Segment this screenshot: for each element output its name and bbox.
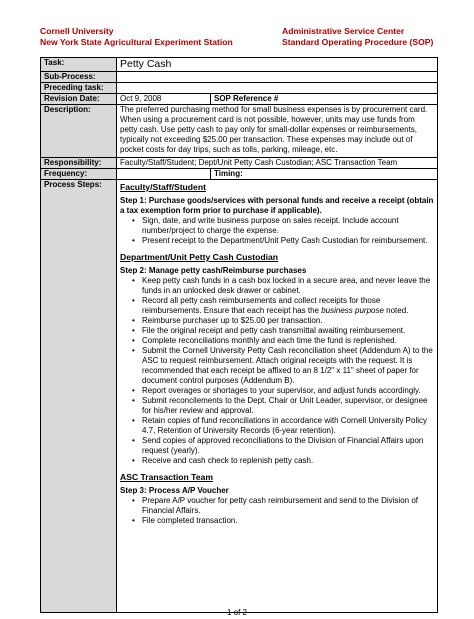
list-item: • Keep petty cash funds in a cash box locked in a secure area, and never leave the funds in an unlocked desk drawer or cabinet. [142, 276, 434, 296]
frequency-label: Frequency: [41, 169, 117, 180]
process-label: Process Steps: [41, 180, 117, 613]
sop-reference-label: SOP Reference # [211, 94, 438, 105]
list-item: • Report overages or shortages to your supervisor, and adjust funds accordingly. [142, 386, 434, 396]
description-text: The preferred purchasing method for small business expenses is by procurement card. When using a procurement card is not possible, however, units may use funds from petty cash. Use petty cash to pay only for small-dollar expenses or reimbursements, typically not exceeding $25.00 per transaction. These expenses may include out of pocket costs for day trips, such as tolls, parking, mileage, etc. [117, 105, 438, 158]
subprocess-label: Sub-Process: [41, 72, 117, 83]
preceding-label: Preceding task: [41, 83, 117, 94]
frequency-value [117, 169, 211, 180]
center-header [282, 26, 433, 48]
subprocess-value [117, 72, 438, 83]
revision-row [41, 94, 438, 105]
center-line-2: Standard Operating Procedure (SOP) [282, 37, 434, 47]
list-item [142, 296, 434, 316]
list-item: • File completed transaction. [142, 516, 434, 526]
list-item: • File the original receipt and petty cash transmittal awaiting reimbursement. [142, 326, 434, 336]
step-1-list [120, 216, 434, 246]
list-item: • Prepare A/P voucher for petty cash reimbursement and send to the Division of Financial Affairs. [142, 496, 434, 516]
responsibility-value: Faculty/Staff/Student; Dept/Unit Petty Cash Custodian; ASC Transaction Team [117, 158, 438, 169]
list-item: • Complete reconciliations monthly and each time the fund is replenished. [142, 336, 434, 346]
frequency-row [41, 169, 438, 180]
description-row [41, 105, 438, 158]
section-custodian-title: Department/Unit Petty Cash Custodian [120, 252, 279, 262]
org-line-2: New York State Agricultural Experiment Station [40, 37, 233, 47]
preceding-row [41, 83, 438, 94]
list-item: • Present receipt to the Department/Unit Petty Cash Custodian for reimbursement. [142, 236, 434, 246]
step-3-list [120, 496, 434, 526]
task-value: Petty Cash [117, 58, 438, 72]
org-header [40, 26, 233, 48]
step-2-list [120, 276, 434, 466]
timing-label: Timing: [211, 169, 438, 180]
org-line-1: Cornell University [40, 26, 114, 36]
step-3-title: Step 3: Process A/P Voucher [120, 486, 229, 495]
section-asc-title: ASC Transaction Team [120, 472, 213, 482]
list-item: • Reimburse purchaser up to $25.00 per transaction. [142, 316, 434, 326]
list-item: • Receive and cash check to replenish petty cash. [142, 456, 434, 466]
subprocess-row [41, 72, 438, 83]
list-item: • Sign, date, and write business purpose on sales receipt. Include account number/project to charge the expense. [142, 216, 434, 236]
responsibility-label: Responsibility: [41, 158, 117, 169]
list-item-text: Record all petty cash reimbursements and collect receipts for those reimbursements. Ensure that each receipt has the [142, 296, 381, 315]
description-label: Description: [41, 105, 117, 158]
revision-value: Oct 9, 2008 [117, 94, 211, 105]
sop-table [40, 57, 438, 613]
process-row [41, 180, 438, 613]
list-item: • Send copies of approved reconciliations to the Division of Financial Affairs upon request (yearly). [142, 436, 434, 456]
task-label: Task: [41, 58, 117, 72]
list-item: • Submit reconcilements to the Dept. Chair or Unit Leader, supervisor, or designee for his/her review and approval. [142, 396, 434, 416]
responsibility-row [41, 158, 438, 169]
preceding-value [117, 83, 438, 94]
step-2-title: Step 2: Manage petty cash/Reimburse purchases [120, 266, 307, 275]
task-row [41, 58, 438, 72]
list-item: • Submit the Cornell University Petty Cash reconciliation sheet (Addendum A) to the ASC to request reimbursement. Attach original receipts with the request. It is recommended that each receipt be affixed to an 8 1/2" x 11" sheet of paper for document control purposes (Addendum B). [142, 346, 434, 386]
list-item-text: noted. [383, 306, 409, 315]
revision-label: Revision Date: [41, 94, 117, 105]
section-faculty-title: Faculty/Staff/Student [120, 182, 206, 192]
step-1-title: Step 1: Purchase goods/services with personal funds and receive a receipt (obtain a tax exemption form prior to purchase if applicable). [120, 196, 434, 215]
process-steps [117, 180, 438, 613]
page-number: 1 of 2 [226, 608, 247, 617]
list-item: • Retain copies of fund reconciliations in accordance with Cornell University Policy 4.7, Retention of University Records (6-year retention). [142, 416, 434, 436]
center-line-1: Administrative Service Center [282, 26, 405, 36]
business-purpose-emphasis: business purpose [321, 306, 384, 315]
